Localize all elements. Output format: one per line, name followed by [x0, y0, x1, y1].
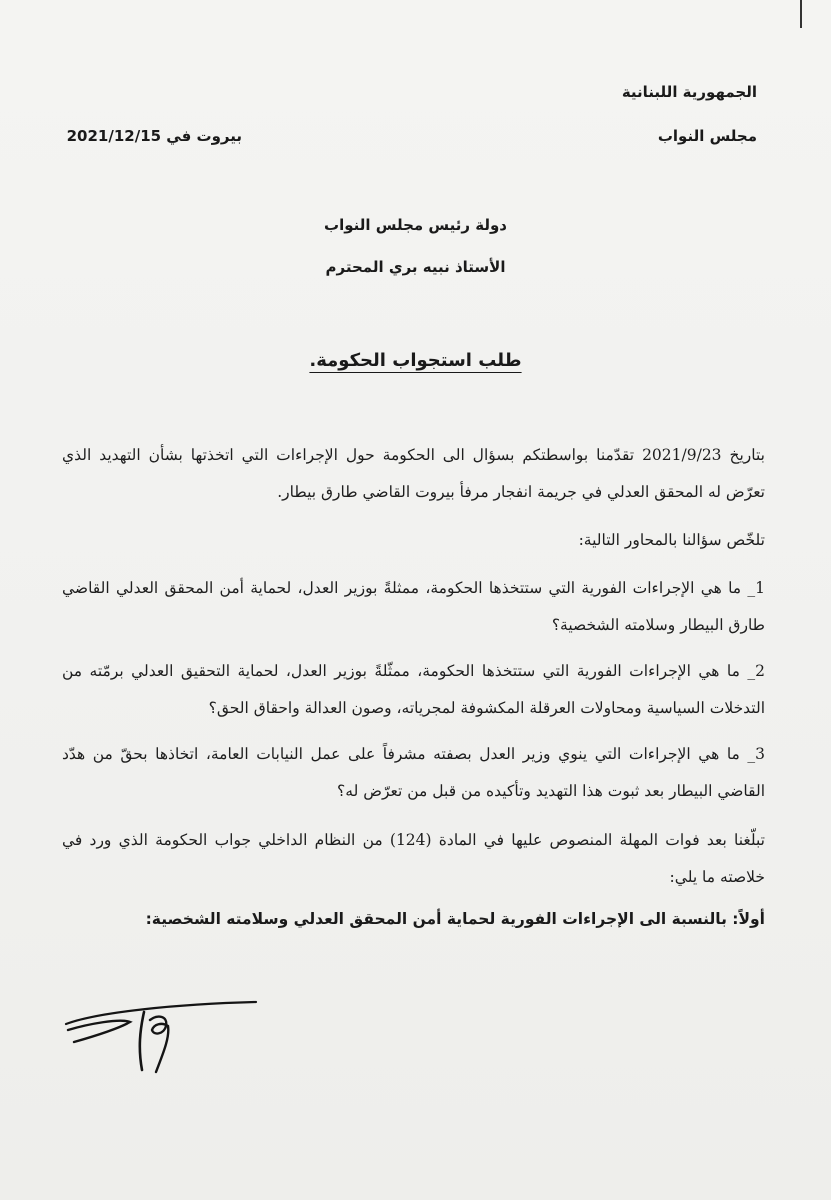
letter-date: 2021/12/15: [66, 127, 162, 145]
question-1: 1_ ما هي الإجراءات الفورية التي ستتخذها الحكومة، ممثلةً بوزير العدل، لحماية أمن المحقق العدلي القاضي طارق البيطار وسلامته الشخصية؟: [62, 579, 765, 634]
addressee-name: الأستاذ نبيه بري المحترم: [325, 258, 506, 276]
question-3: 3_ ما هي الإجراءات التي ينوي وزير العدل بصفته مشرفاً على عمل النيابات العامة، اتخاذها بحقّ من هدّد القاضي البيطار بعد ثبوت هذا التهديد وتأكيده من قبل من تعرّض له؟: [62, 745, 765, 800]
addressee-title: دولة رئيس مجلس النواب: [324, 216, 507, 234]
reply-paragraph: تبلّغنا بعد فوات المهلة المنصوص عليها في المادة (124) من النظام الداخلي جواب الحكومة الذي ورد في خلاصته ما يلي:: [62, 831, 765, 886]
intro-paragraph: بتاريخ 2021/9/23 تقدّمنا بواسطتكم بسؤال الى الحكومة حول الإجراءات التي اتخذتها بشأن التهديد الذي تعرّض له المحقق العدلي في جريمة انفجار مرفأ بيروت القاضي طارق بيطار.: [62, 446, 765, 501]
republic-heading: الجمهورية اللبنانية: [621, 83, 757, 101]
section-heading: أولاً: بالنسبة الى الإجراءات الفورية لحماية أمن المحقق العدلي وسلامته الشخصية:: [145, 910, 765, 928]
signature: [58, 990, 268, 1080]
parliament-heading: مجلس النواب: [657, 127, 757, 145]
question-2: 2_ ما هي الإجراءات الفورية التي ستتخذها الحكومة، ممثّلةً بوزير العدل، لحماية التحقيق العدلي برمّته من التدخلات السياسية ومحاولات العرقلة المكشوفة لمجرياته، وصون العدالة واحقاق الحق؟: [62, 662, 765, 717]
subject-line: [0, 350, 831, 371]
points-intro: تلخّص سؤالنا بالمحاور التالية:: [578, 531, 765, 549]
page-edge-mark: [800, 0, 802, 28]
date-prefix: بيروت في: [166, 127, 242, 145]
subject-text: طلب استجواب الحكومة.: [309, 350, 522, 371]
date-line: [62, 127, 242, 145]
